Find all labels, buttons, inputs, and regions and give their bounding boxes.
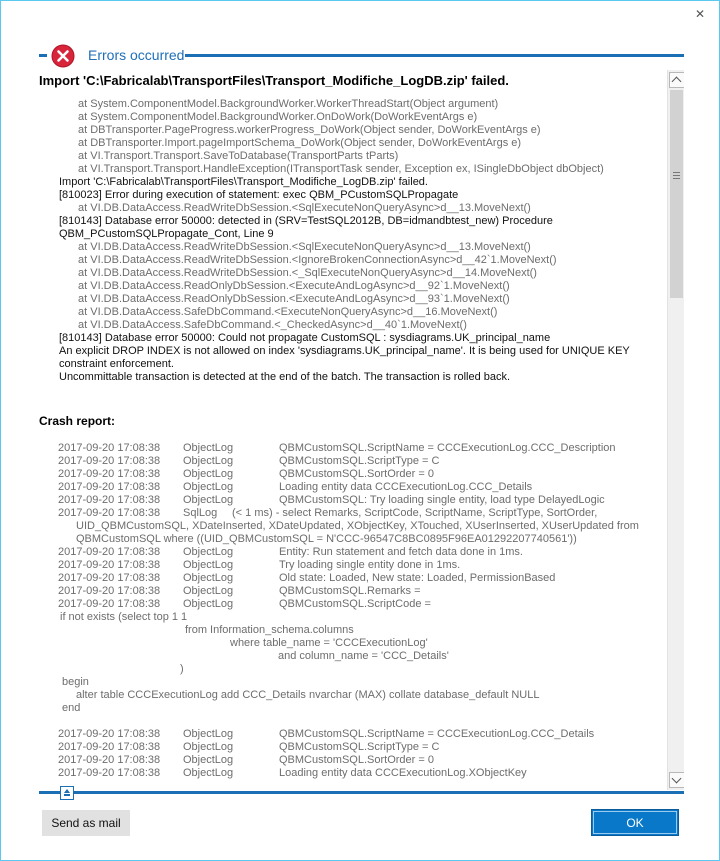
log-date: 2017-09-20 17:08:38 — [58, 481, 161, 493]
sql-script-line: if not exists (select top 1 1 — [60, 611, 188, 623]
error-details-text — [38, 69, 666, 791]
log-date: 2017-09-20 17:08:38 — [58, 559, 161, 571]
log-message: QBMCustomSQL.ScriptName = CCCExecutionLog.CCC_Details — [279, 728, 595, 740]
main-error-title: Import 'C:\Fabricalab\TransportFiles\Transport_Modifiche_LogDB.zip' failed. — [39, 73, 509, 88]
crash-report-title: Crash report: — [39, 414, 116, 428]
stack-trace-line: at VI.Transport.Transport.SaveToDatabase(TransportParts tParts) — [78, 150, 399, 162]
send-as-mail-button[interactable]: Send as mail — [42, 810, 130, 836]
splitter-handle-icon[interactable] — [60, 786, 74, 800]
log-message: QBMCustomSQL.SortOrder = 0 — [279, 468, 434, 480]
sql-script-line: and column_name = 'CCC_Details' — [278, 650, 449, 662]
error-circle-icon — [51, 44, 75, 68]
error-dialog — [1, 1, 719, 860]
stack-trace-line: at VI.DB.DataAccess.ReadWriteDbSession.<SqlExecuteNonQueryAsync>d__13.MoveNext() — [78, 241, 531, 253]
log-message: QBMCustomSQL.ScriptCode = — [279, 598, 431, 610]
error-details-pane[interactable] — [38, 69, 684, 791]
log-date: 2017-09-20 17:08:38 — [58, 455, 161, 467]
stack-trace-line: at VI.DB.DataAccess.SafeDbCommand.<ExecuteNonQueryAsync>d__16.MoveNext() — [78, 306, 498, 318]
scroll-up-arrow-icon[interactable] — [669, 72, 684, 88]
log-message: QBMCustomSQL.ScriptName = CCCExecutionLog.CCC_Description — [279, 442, 616, 454]
log-category: ObjectLog — [183, 572, 234, 584]
log-date: 2017-09-20 17:08:38 — [58, 572, 161, 584]
log-category: ObjectLog — [183, 468, 234, 480]
log-message: QBMCustomSQL.ScriptType = C — [279, 455, 440, 467]
sql-script-line: from Information_schema.columns — [185, 624, 354, 636]
log-category: ObjectLog — [183, 455, 234, 467]
error-message-line: [810023] Error during execution of statement: exec QBM_PCustomSQLPropagate — [59, 189, 459, 201]
log-category: ObjectLog — [183, 728, 234, 740]
log-date: 2017-09-20 17:08:38 — [58, 507, 161, 519]
stack-trace-line: at VI.DB.DataAccess.ReadOnlyDbSession.<ExecuteAndLogAsync>d__92`1.MoveNext() — [78, 280, 510, 292]
log-message-wrap: UID_QBMCustomSQL, XDateInserted, XDateUpdated, XObjectKey, XTouched, XUserInserted, XUserUpdated from — [76, 520, 639, 532]
log-category: ObjectLog — [183, 481, 234, 493]
log-date: 2017-09-20 17:08:38 — [58, 546, 161, 558]
scroll-down-arrow-icon[interactable] — [669, 772, 684, 788]
log-message: Old state: Loaded, New state: Loaded, PermissionBased — [279, 572, 556, 584]
log-category: ObjectLog — [183, 754, 234, 766]
header-rule-right — [185, 54, 684, 57]
vertical-scrollbar[interactable] — [667, 70, 684, 790]
sql-script-line: where table_name = 'CCCExecutionLog' — [230, 637, 428, 649]
close-icon[interactable]: ✕ — [694, 7, 705, 21]
log-category: ObjectLog — [183, 767, 234, 779]
log-category: SqlLog — [183, 507, 218, 519]
stack-trace-line: at VI.DB.DataAccess.ReadWriteDbSession.<IgnoreBrokenConnectionAsync>d__42`1.MoveNext() — [78, 254, 557, 266]
log-date: 2017-09-20 17:08:38 — [58, 585, 161, 597]
sql-script-line: begin — [62, 676, 89, 688]
log-category: ObjectLog — [183, 559, 234, 571]
error-message-line: [810143] Database error 50000: Could not propagate CustomSQL : sysdiagrams.UK_principal_name — [59, 332, 551, 344]
log-date: 2017-09-20 17:08:38 — [58, 741, 161, 753]
error-message-line: An explicit DROP INDEX is not allowed on index 'sysdiagrams.UK_principal_name'. It is being used for UNIQUE KEY — [59, 345, 630, 357]
splitter-line — [39, 791, 684, 794]
log-category: ObjectLog — [183, 494, 234, 506]
log-message: QBMCustomSQL.SortOrder = 0 — [279, 754, 434, 766]
log-date: 2017-09-20 17:08:38 — [58, 442, 161, 454]
scroll-thumb[interactable] — [670, 90, 683, 298]
log-message: (< 1 ms) - select Remarks, ScriptCode, ScriptName, ScriptType, SortOrder, — [232, 507, 598, 519]
error-message-line: Uncommittable transaction is detected at the end of the batch. The transaction is rolled back. — [59, 371, 511, 383]
stack-trace-line: at System.ComponentModel.BackgroundWorker.WorkerThreadStart(Object argument) — [78, 98, 499, 110]
dialog-title: Errors occurred — [88, 47, 185, 63]
log-date: 2017-09-20 17:08:38 — [58, 728, 161, 740]
log-date: 2017-09-20 17:08:38 — [58, 598, 161, 610]
stack-trace-line: at VI.DB.DataAccess.ReadOnlyDbSession.<ExecuteAndLogAsync>d__93`1.MoveNext() — [78, 293, 510, 305]
stack-trace-line: at VI.DB.DataAccess.SafeDbCommand.<_CheckedAsync>d__40`1.MoveNext() — [78, 319, 467, 331]
error-message-line: Import 'C:\Fabricalab\TransportFiles\Transport_Modifiche_LogDB.zip' failed. — [59, 176, 428, 188]
log-message: QBMCustomSQL: Try loading single entity, load type DelayedLogic — [279, 494, 605, 506]
log-message: Loading entity data CCCExecutionLog.CCC_Details — [279, 481, 533, 493]
sql-script-line: alter table CCCExecutionLog add CCC_Details nvarchar (MAX) collate database_default NULL — [76, 689, 540, 701]
sql-script-line: ) — [180, 663, 184, 675]
error-message-line: constraint enforcement. — [59, 358, 174, 370]
log-message: Loading entity data CCCExecutionLog.XObjectKey — [279, 767, 527, 779]
log-date: 2017-09-20 17:08:38 — [58, 754, 161, 766]
ok-button[interactable]: OK — [591, 809, 679, 836]
stack-trace-line: at VI.DB.DataAccess.ReadWriteDbSession.<_SqlExecuteNonQueryAsync>d__14.MoveNext() — [78, 267, 537, 279]
log-date: 2017-09-20 17:08:38 — [58, 767, 161, 779]
sql-script-line: end — [62, 702, 81, 714]
stack-trace-line: at VI.DB.DataAccess.ReadWriteDbSession.<SqlExecuteNonQueryAsync>d__13.MoveNext() — [78, 202, 531, 214]
stack-trace-line: at VI.Transport.Transport.HandleException(ITransportTask sender, Exception ex, ISingleDbObject dbObject) — [78, 163, 604, 175]
log-category: ObjectLog — [183, 442, 234, 454]
stack-trace-line: at DBTransporter.Import.pageImportSchema_DoWork(Object sender, DoWorkEventArgs e) — [78, 137, 522, 149]
log-message-wrap: QBMCustomSQL where ((UID_QBMCustomSQL = N'CCC-96547C8BC0895F96EA01292207740561')) — [76, 533, 577, 545]
log-message: QBMCustomSQL.Remarks = — [279, 585, 421, 597]
log-message: Entity: Run statement and fetch data done in 1ms. — [279, 546, 523, 558]
stack-trace-line: at DBTransporter.PageProgress.workerProgress_DoWork(Object sender, DoWorkEventArgs e) — [78, 124, 541, 136]
log-date: 2017-09-20 17:08:38 — [58, 468, 161, 480]
error-message-line: [810143] Database error 50000: detected in (SRV=TestSQL2012B, DB=idmandbtest_new) Procedure — [59, 215, 553, 227]
stack-trace-line: at System.ComponentModel.BackgroundWorker.OnDoWork(DoWorkEventArgs e) — [78, 111, 478, 123]
log-category: ObjectLog — [183, 546, 234, 558]
log-date: 2017-09-20 17:08:38 — [58, 494, 161, 506]
log-message: Try loading single entity done in 1ms. — [279, 559, 461, 571]
log-category: ObjectLog — [183, 741, 234, 753]
log-message: QBMCustomSQL.ScriptType = C — [279, 741, 440, 753]
log-category: ObjectLog — [183, 585, 234, 597]
error-message-line: QBM_PCustomSQLPropagate_Cont, Line 9 — [59, 228, 274, 240]
log-category: ObjectLog — [183, 598, 234, 610]
header-rule-left — [39, 54, 47, 57]
